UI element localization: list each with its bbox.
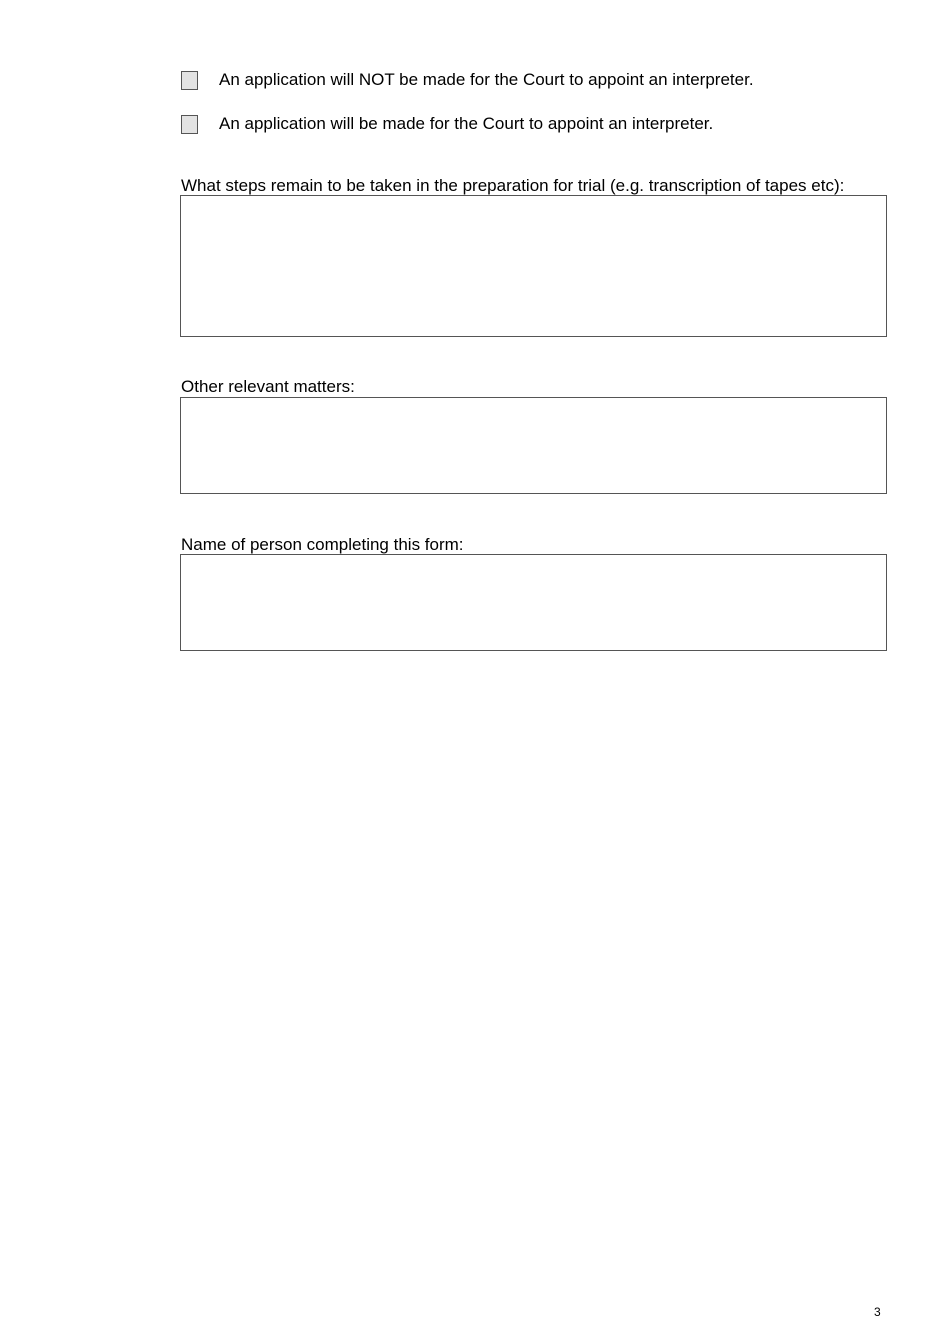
completed-by-field[interactable]: [180, 554, 887, 651]
steps-remaining-label: What steps remain to be taken in the preparation for trial (e.g. transcription of tapes etc):: [181, 176, 845, 195]
other-matters-field[interactable]: [180, 397, 887, 494]
steps-remaining-field[interactable]: [180, 195, 887, 337]
interpreter-not-required-label: An application will NOT be made for the Court to appoint an interpreter.: [219, 70, 754, 89]
interpreter-required-checkbox[interactable]: [181, 115, 198, 134]
page-number: 3: [874, 1305, 881, 1319]
other-matters-label: Other relevant matters:: [181, 377, 355, 396]
interpreter-required-option[interactable]: [181, 112, 713, 136]
interpreter-not-required-checkbox[interactable]: [181, 71, 198, 90]
interpreter-not-required-option[interactable]: [181, 68, 754, 92]
completed-by-label: Name of person completing this form:: [181, 535, 464, 554]
interpreter-required-label: An application will be made for the Court to appoint an interpreter.: [219, 114, 714, 133]
